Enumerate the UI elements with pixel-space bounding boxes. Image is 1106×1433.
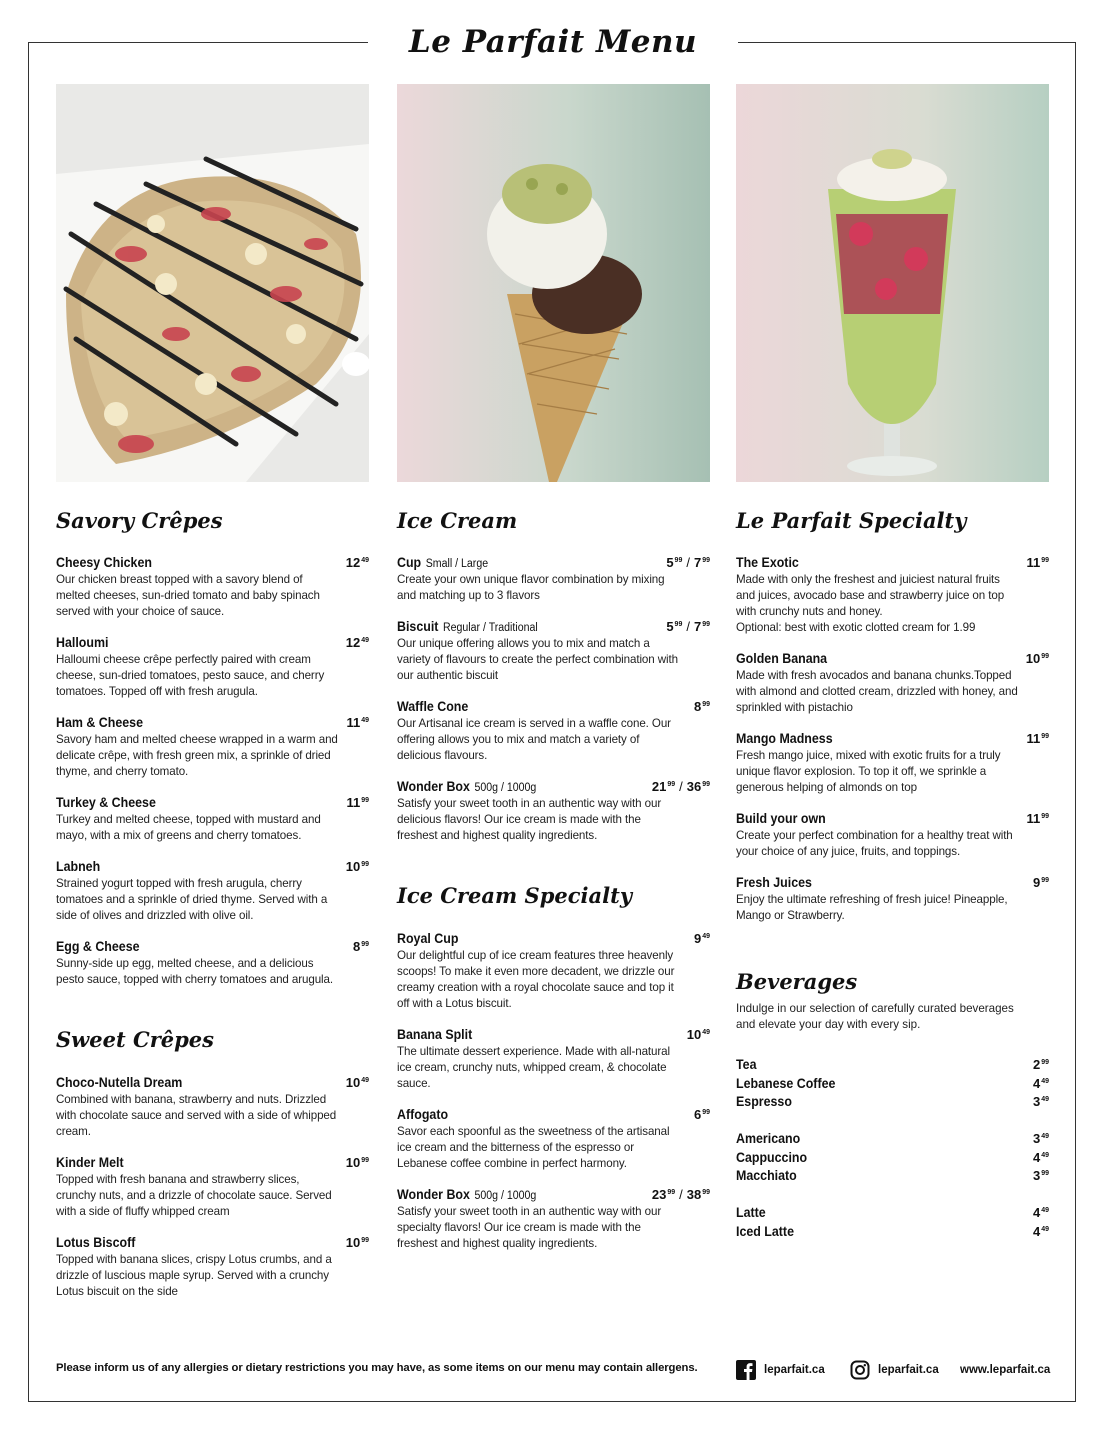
- item-name: Mango Madness: [736, 731, 833, 746]
- item-size: Small / Large: [425, 558, 489, 570]
- beverages-title: Beverages: [736, 969, 858, 994]
- beverage-row: [736, 1224, 1049, 1242]
- item-name: Fresh Juices: [736, 875, 812, 890]
- item-price: $11^{99}$: [1026, 811, 1049, 826]
- item-name: Affogato: [397, 1107, 449, 1122]
- item-price: $9^{99}$: [1032, 875, 1049, 890]
- item-description: Topped with banana slices, crispy Lotus crumbs, and a drizzle of luscious maple syrup. Served with a crunchy Lotus biscuit on the side: [56, 1253, 332, 1298]
- item-name: Turkey & Cheese: [56, 795, 156, 810]
- item-description: Sunny-side up egg, melted cheese, and a delicious pesto sauce, topped with cherry tomatoes and arugula.: [56, 957, 333, 986]
- item-description: Savor each spoonful as the sweetness of the artisanal ice cream and the bitterness of the espresso or Lebanese coffee combine in perfect harmony.: [397, 1125, 670, 1170]
- item-name: The Exotic: [736, 555, 799, 570]
- menu-item: [736, 651, 1049, 716]
- item-note: Optional: best with exotic clotted cream for 1.99: [736, 621, 976, 634]
- item-name: Build your own: [736, 811, 826, 826]
- item-description: The ultimate dessert experience. Made with all-natural ice cream, crunchy nuts, whipped cream, & chocolate sauce.: [397, 1045, 670, 1090]
- menu-item: [736, 555, 1049, 636]
- item-price: $11^{99}$: [346, 795, 369, 810]
- item-price: $11^{99}$: [1026, 555, 1049, 570]
- item-price: $3^{49}$: [1032, 1131, 1049, 1146]
- item-price: $10^{49}$: [686, 1027, 710, 1042]
- item-description: Made with only the freshest and juiciest natural fruits and juices, avocado base and strawberry juice on top with crunchy nuts and honey.: [736, 573, 1005, 618]
- beverages-intro: Indulge in our selection of carefully curated beverages and elevate your day with every sip.: [736, 1002, 1014, 1031]
- item-description: Satisfy your sweet tooth in an authentic way with our specialty flavors! Our ice cream is made with the freshest and highest quality ingredients.: [397, 1205, 662, 1250]
- item-price: $2^{99}$: [1032, 1057, 1049, 1072]
- instagram-icon: [850, 1360, 870, 1380]
- item-description: Strained yogurt topped with fresh arugula, cherry tomatoes and a sprinkle of dried thyme. Served with a side of olives and drizzled with olive oil.: [56, 877, 328, 922]
- le-parfait-specialty-title: Le Parfait Specialty: [736, 508, 967, 533]
- item-size: Regular / Traditional: [443, 622, 538, 634]
- item-name: Tea: [736, 1057, 757, 1072]
- item-description: Halloumi cheese crêpe perfectly paired with cream cheese, sun-dried tomatoes, pesto sauce, and cherry tomatoes. Topped off with fresh arugula.: [56, 653, 325, 698]
- parfait-glass-photo: [736, 84, 1049, 482]
- item-price: $9^{49}$: [693, 931, 710, 946]
- item-name: Cup Small / Large: [397, 555, 489, 570]
- item-price: $5^{99} / 7^{99}$: [666, 619, 710, 634]
- item-name: Wonder Box 500g / 1000g: [397, 1187, 537, 1202]
- facebook-icon: [736, 1360, 756, 1380]
- item-description: Our Artisanal ice cream is served in a waffle cone. Our offering allows you to mix and match a variety of delicious flavours.: [397, 717, 671, 762]
- item-name: Lebanese Coffee: [736, 1076, 836, 1091]
- item-price: $10^{99}$: [345, 859, 369, 874]
- item-price: $10^{49}$: [345, 1075, 369, 1090]
- menu-item: [397, 779, 710, 844]
- item-name: Cappuccino: [736, 1150, 808, 1165]
- item-name: Cheesy Chicken: [56, 555, 152, 570]
- item-price: $8^{99}$: [352, 939, 369, 954]
- item-name: Lotus Biscoff: [56, 1235, 136, 1250]
- menu-item: [397, 555, 710, 604]
- item-price: $4^{49}$: [1032, 1076, 1049, 1091]
- beverage-row: [736, 1150, 1049, 1168]
- item-description: Our unique offering allows you to mix and match a variety of flavours to create the perfect combination with our authentic biscuit: [397, 637, 678, 682]
- beverage-row: [736, 1168, 1049, 1186]
- menu-item: [56, 939, 369, 988]
- menu-item: [397, 931, 710, 1012]
- savory-crepes-title: Savory Crêpes: [56, 508, 223, 533]
- menu-item: [56, 715, 369, 780]
- item-description: Create your own unique flavor combination by mixing and matching up to 3 flavors: [397, 573, 665, 602]
- website-url[interactable]: www.leparfait.ca: [960, 1364, 1051, 1376]
- item-price: $3^{99}$: [1032, 1168, 1049, 1183]
- item-description: Savory ham and melted cheese wrapped in a warm and delicate crêpe, with fresh green mix, a sprinkle of dried thyme, and cherry tomato.: [56, 733, 338, 778]
- ice-cream-specialty-title: Ice Cream Specialty: [397, 883, 633, 908]
- menu-item: [56, 859, 369, 924]
- item-name: Latte: [736, 1205, 766, 1220]
- facebook-handle[interactable]: leparfait.ca: [764, 1364, 825, 1376]
- item-price: $23^{99} / 38^{99}$: [651, 1187, 710, 1202]
- sweet-crepes-title: Sweet Crêpes: [56, 1027, 214, 1052]
- item-name: Biscuit Regular / Traditional: [397, 619, 538, 634]
- ice-cream-cone-photo: [397, 84, 710, 482]
- item-price: $8^{99}$: [693, 699, 710, 714]
- item-price: $10^{99}$: [345, 1155, 369, 1170]
- savory-crepe-photo: [56, 84, 369, 482]
- beverage-row: [736, 1131, 1049, 1149]
- item-name: Labneh: [56, 859, 101, 874]
- item-description: Topped with fresh banana and strawberry slices, crunchy nuts, and a drizzle of chocolate sauce. Served with a side of fluffy whipped cream: [56, 1173, 332, 1218]
- menu-item: [397, 619, 710, 684]
- item-description: Enjoy the ultimate refreshing of fresh juice! Pineapple, Mango or Strawberry.: [736, 893, 1008, 922]
- item-name: Iced Latte: [736, 1224, 794, 1239]
- menu-item: [56, 1155, 369, 1220]
- item-price: $4^{49}$: [1032, 1150, 1049, 1165]
- allergy-note: Please inform us of any allergies or dietary restrictions you may have, as some items on our menu may contain allergens.: [56, 1362, 698, 1374]
- item-name: Wonder Box 500g / 1000g: [397, 779, 537, 794]
- item-price: $6^{99}$: [693, 1107, 710, 1122]
- item-description: Our chicken breast topped with a savory blend of melted cheeses, sun-dried tomato and baby spinach served with your choice of sauce.: [56, 573, 320, 618]
- item-description: Our delightful cup of ice cream features three heavenly scoops! To make it even more decadent, we drizzle our creamy creation with a royal chocolate sauce and top it off with a Lotus biscuit.: [397, 949, 675, 1010]
- item-name: Golden Banana: [736, 651, 828, 666]
- menu-item: [397, 1187, 710, 1252]
- item-price: $3^{49}$: [1032, 1094, 1049, 1109]
- menu-item: [56, 1075, 369, 1140]
- item-name: Waffle Cone: [397, 699, 469, 714]
- item-name: Macchiato: [736, 1168, 797, 1183]
- item-price: $12^{49}$: [345, 555, 369, 570]
- item-description: Combined with banana, strawberry and nuts. Drizzled with chocolate sauce and served with a side of whipped cream.: [56, 1093, 337, 1138]
- beverage-row: [736, 1057, 1049, 1075]
- menu-item: [56, 1235, 369, 1300]
- item-description: Turkey and melted cheese, topped with mustard and mayo, with a mix of greens and cherry tomatoes.: [56, 813, 321, 842]
- menu-item: [56, 795, 369, 844]
- website-link[interactable]: [960, 1364, 1050, 1376]
- item-name: Halloumi: [56, 635, 109, 650]
- item-price: $11^{49}$: [346, 715, 369, 730]
- item-name: Kinder Melt: [56, 1155, 124, 1170]
- menu-item: [397, 1027, 710, 1092]
- item-price: $10^{99}$: [345, 1235, 369, 1250]
- item-description: Made with fresh avocados and banana chunks.Topped with almond and clotted cream, drizzled with honey, and sprinkled with pistachio: [736, 669, 1018, 714]
- beverage-row: [736, 1076, 1049, 1094]
- menu-item: [736, 875, 1049, 924]
- menu-item: [736, 811, 1049, 860]
- menu-item: [397, 699, 710, 764]
- item-size: 500g / 1000g: [474, 1190, 537, 1202]
- item-name: Banana Split: [397, 1027, 473, 1042]
- item-name: Choco-Nutella Dream: [56, 1075, 183, 1090]
- item-description: Satisfy your sweet tooth in an authentic way with our delicious flavors! Our ice cream is made with the freshest and highest quality ingredients.: [397, 797, 662, 842]
- ice-cream-title: Ice Cream: [397, 508, 518, 533]
- item-description: Create your perfect combination for a healthy treat with your choice of any juice, fruits, and toppings.: [736, 829, 1013, 858]
- facebook-link[interactable]: [736, 1360, 825, 1380]
- menu-item: [56, 555, 369, 620]
- beverage-row: [736, 1094, 1049, 1112]
- item-price: $12^{49}$: [345, 635, 369, 650]
- item-name: Royal Cup: [397, 931, 459, 946]
- item-price: $21^{99} / 36^{99}$: [651, 779, 710, 794]
- item-name: Espresso: [736, 1094, 792, 1109]
- item-price: $11^{99}$: [1026, 731, 1049, 746]
- item-price: $10^{99}$: [1025, 651, 1049, 666]
- item-price: $4^{49}$: [1032, 1205, 1049, 1220]
- menu-item: [397, 1107, 710, 1172]
- item-size: 500g / 1000g: [474, 782, 537, 794]
- menu-item: [56, 635, 369, 700]
- item-name: Egg & Cheese: [56, 939, 140, 954]
- item-price: $5^{99} / 7^{99}$: [666, 555, 710, 570]
- menu-title: Le Parfait Menu: [408, 24, 698, 60]
- beverage-row: [736, 1205, 1049, 1223]
- instagram-link[interactable]: [850, 1360, 939, 1380]
- menu-item: [736, 731, 1049, 796]
- item-name: Ham & Cheese: [56, 715, 143, 730]
- item-description: Fresh mango juice, mixed with exotic fruits for a truly unique flavor explosion. To top it off, we sprinkle a generous helping of almonds on top: [736, 749, 1001, 794]
- item-name: Americano: [736, 1131, 801, 1146]
- item-price: $4^{49}$: [1032, 1224, 1049, 1239]
- instagram-handle[interactable]: leparfait.ca: [878, 1364, 939, 1376]
